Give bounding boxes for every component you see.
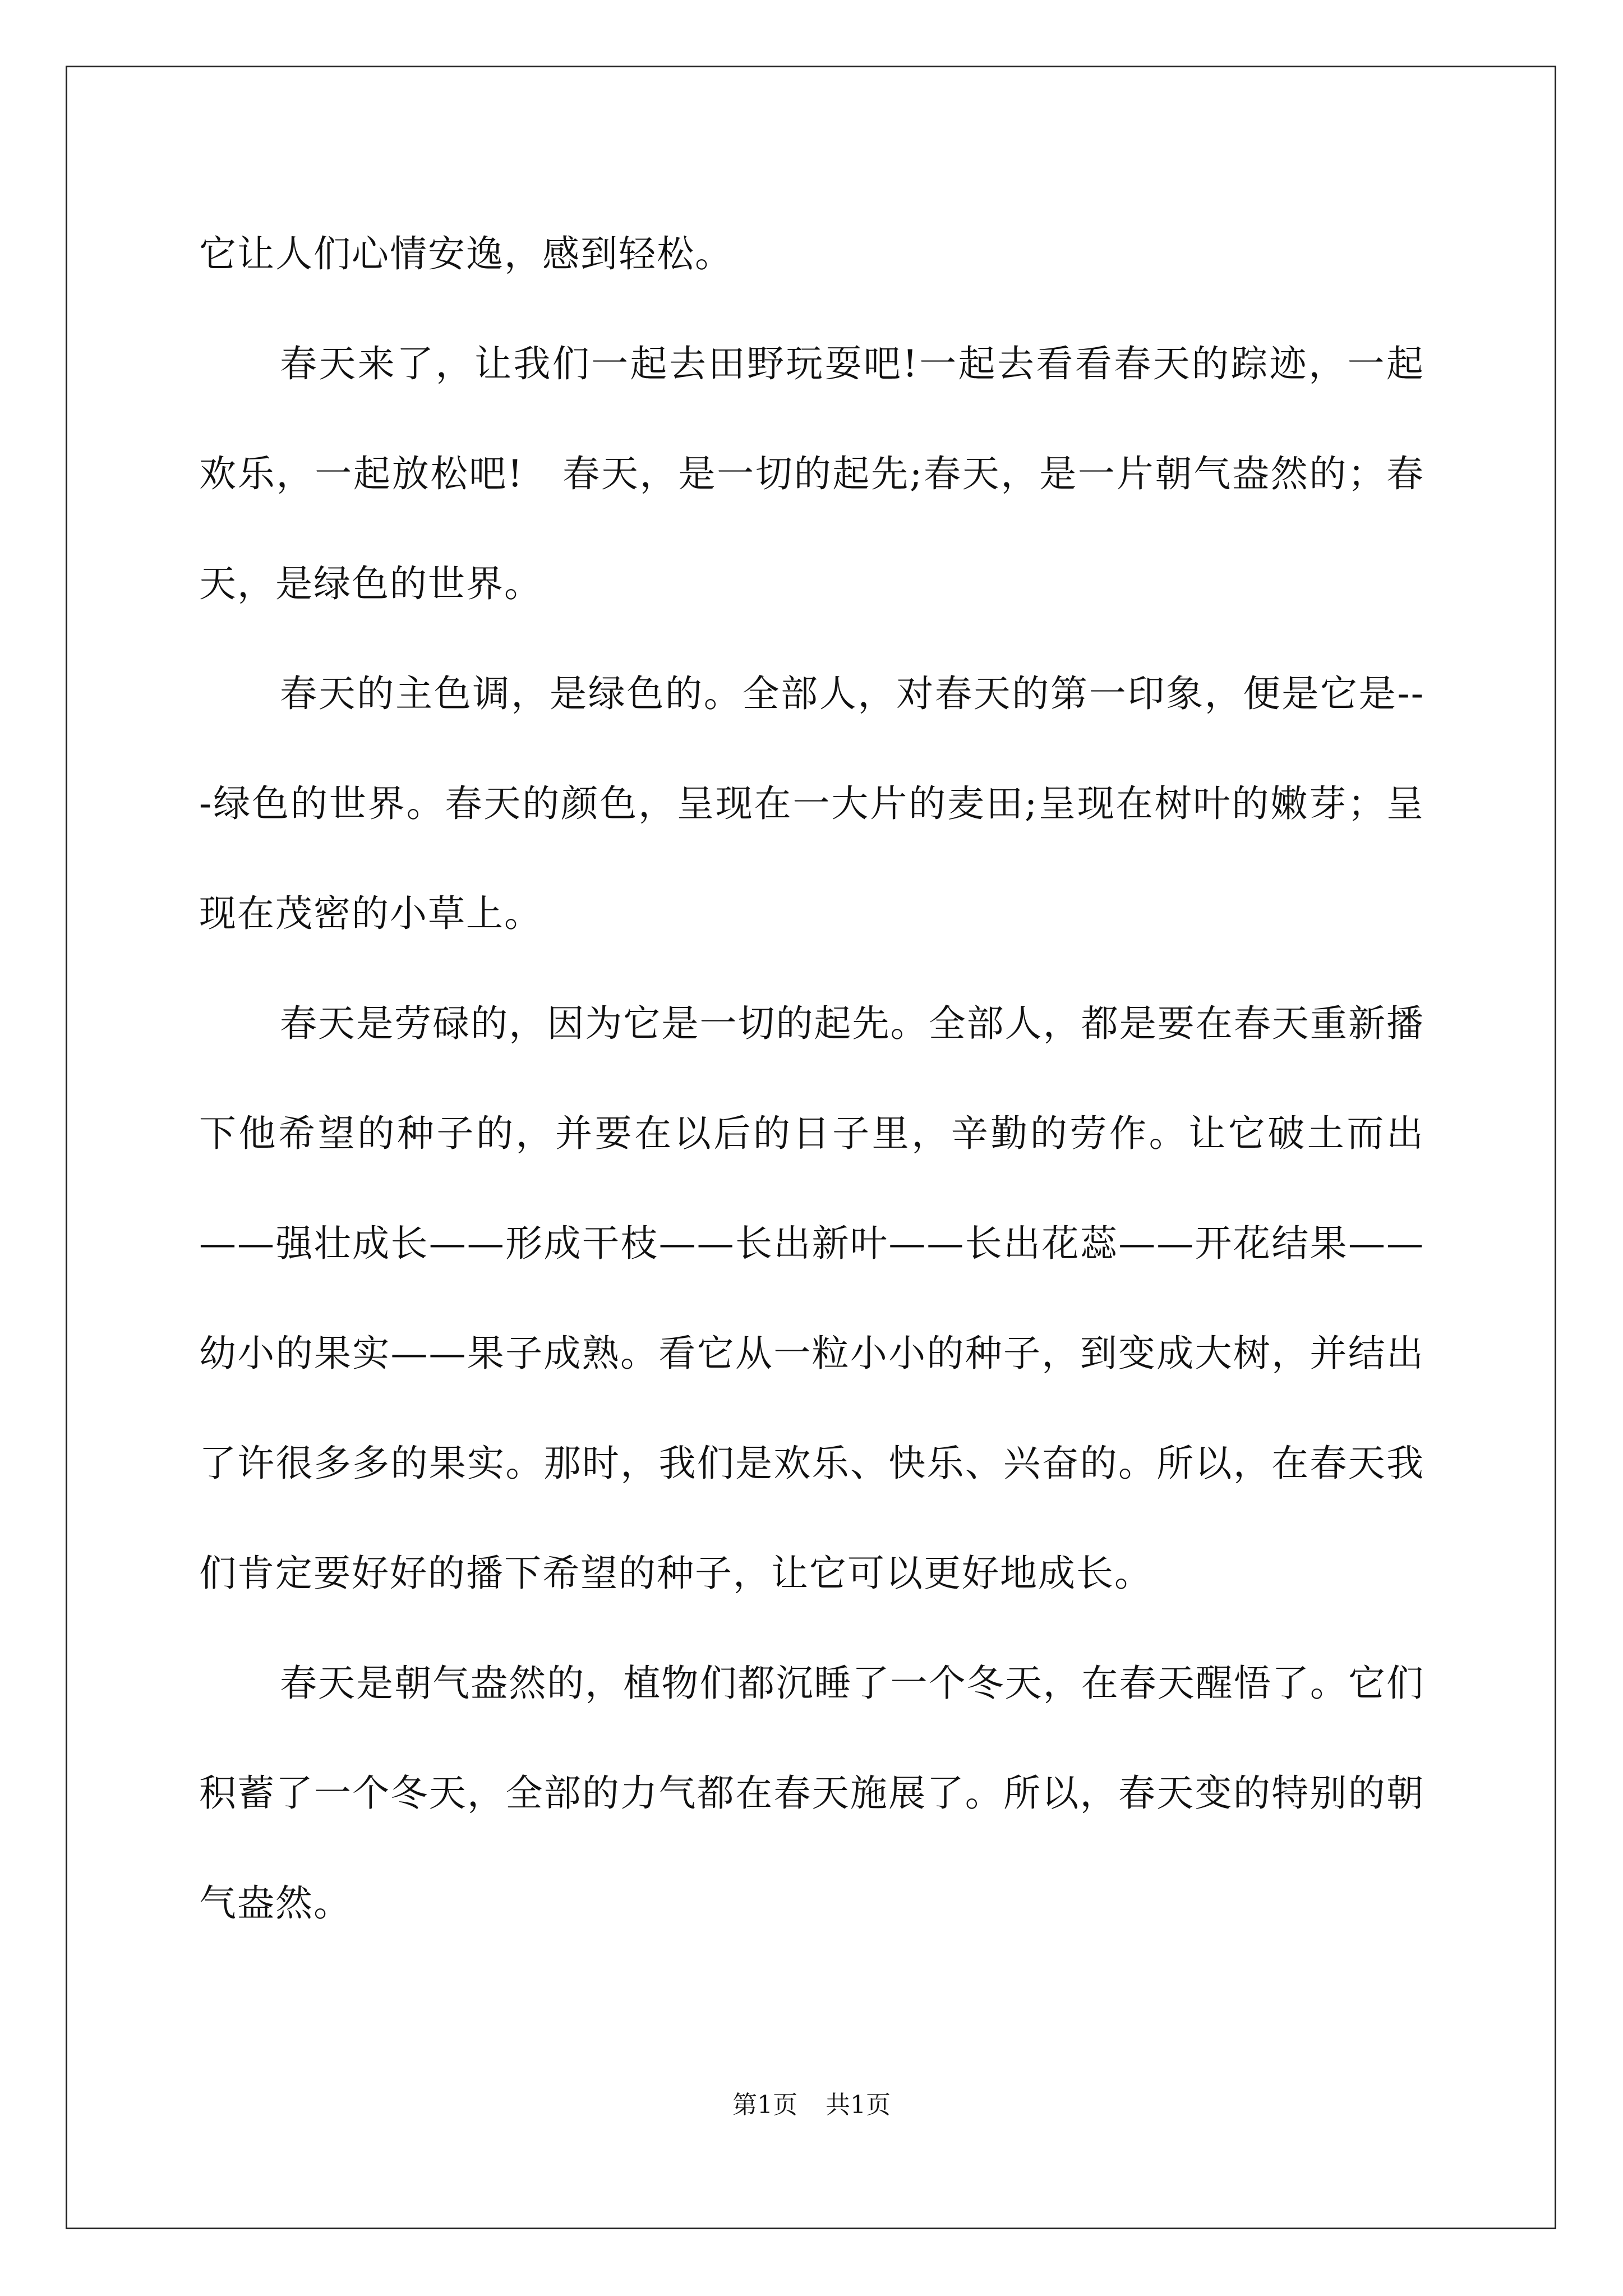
paragraph-3: 春天的主色调，是绿色的。全部人，对春天的第一印象，便是它是---绿色的世界。春天的颜色，呈现在一大片的麦田;呈现在树叶的嫩芽；呈现在茂密的小草上。 bbox=[199, 672, 1424, 935]
paragraph-4: 春天是劳碌的，因为它是一切的起先。全部人，都是要在春天重新播下他希望的种子的，并要在以后的日子里，辛勤的劳作。让它破土而出——强壮成长——形成干枝——长出新叶——长出花蕊——开花结果——幼小的果实——果子成熟。看它从一粒小小的种子，到变成大树，并结出了许很多多的果实。那时，我们是欢乐、快乐、兴奋的。所以，在春天我们肯定要好好的播下希望的种子，让它可以更好地成长。 bbox=[199, 1002, 1424, 1595]
page-number-current: 第1页 bbox=[732, 2091, 797, 2119]
paragraph-5: 春天是朝气盎然的，植物们都沉睡了一个冬天，在春天醒悟了。它们积蓄了一个冬天，全部的力气都在春天施展了。所以，春天变的特别的朝气盎然。 bbox=[199, 1662, 1424, 1925]
page-footer bbox=[0, 2090, 1623, 2121]
paragraph-2: 春天来了，让我们一起去田野玩耍吧!一起去看看春天的踪迹，一起欢乐，一起放松吧! 春天，是一切的起先;春天，是一片朝气盎然的；春天，是绿色的世界。 bbox=[199, 342, 1424, 605]
paragraph-1: 它让人们心情安逸，感到轻松。 bbox=[199, 232, 733, 275]
page-number-total: 共1页 bbox=[826, 2091, 891, 2119]
document-body bbox=[199, 199, 1424, 1958]
